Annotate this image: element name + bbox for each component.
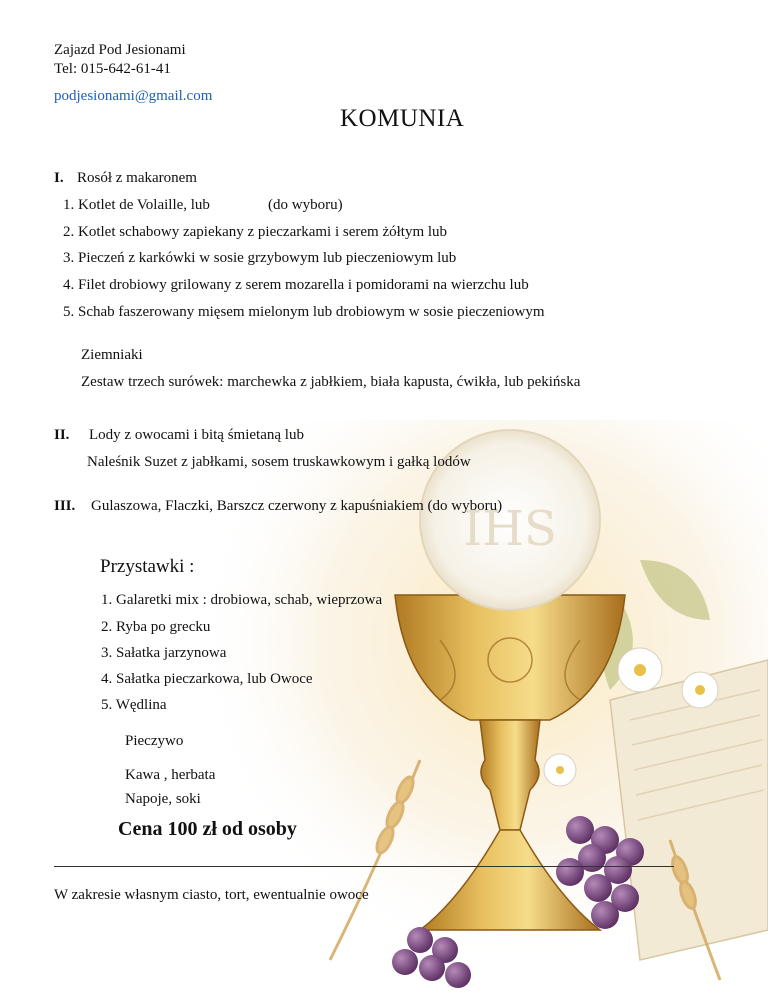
section-1-numeral: I. bbox=[54, 170, 64, 186]
main-course-item: 5. Schab faszerowany mięsem mielonym lub drobiowym w sosie pieczeniowym bbox=[63, 304, 545, 320]
starter-item: 4. Sałatka pieczarkowa, lub Owoce bbox=[101, 671, 313, 687]
section-2-numeral: II. bbox=[54, 427, 70, 443]
extra-item: Kawa , herbata bbox=[125, 767, 216, 783]
section-1-soup: Rosół z makaronem bbox=[77, 170, 197, 186]
extra-item: Pieczywo bbox=[125, 733, 184, 749]
main-course-item: 4. Filet drobiowy grilowany z serem mozarella i pomidorami na wierzchu lub bbox=[63, 277, 529, 293]
dessert-line: Lody z owocami i bitą śmietaną lub bbox=[89, 427, 304, 443]
dessert-line: Naleśnik Suzet z jabłkami, sosem truskawkowym i gałką lodów bbox=[87, 454, 471, 470]
main-course-item: 3. Pieczeń z karkówki w sosie grzybowym lub pieczeniowym lub bbox=[63, 250, 457, 266]
phone-number: Tel: 015-642-61-41 bbox=[54, 61, 171, 77]
page-title: KOMUNIA bbox=[340, 105, 465, 132]
starter-item: 2. Ryba po grecku bbox=[101, 619, 211, 635]
starter-item: 1. Galaretki mix : drobiowa, schab, wieprzowa bbox=[101, 592, 383, 608]
soup-choices: Gulaszowa, Flaczki, Barszcz czerwony z kapuśniakiem (do wyboru) bbox=[91, 498, 503, 514]
divider bbox=[54, 866, 674, 867]
svg-text:IHS: IHS bbox=[463, 501, 557, 557]
footer-note: W zakresie własnym ciasto, tort, ewentualnie owoce bbox=[54, 887, 369, 903]
choice-note: (do wyboru) bbox=[268, 197, 343, 213]
starter-item: 5. Wędlina bbox=[101, 697, 167, 713]
starter-item: 3. Sałatka jarzynowa bbox=[101, 645, 227, 661]
side-dish: Ziemniaki bbox=[81, 347, 143, 363]
section-3-numeral: III. bbox=[54, 498, 76, 514]
side-dish: Zestaw trzech surówek: marchewka z jabłkiem, biała kapusta, ćwikła, lub pekińska bbox=[81, 374, 581, 390]
email-address[interactable]: podjesionami@gmail.com bbox=[54, 88, 213, 104]
extra-item: Napoje, soki bbox=[125, 791, 201, 807]
price: Cena 100 zł od osoby bbox=[118, 818, 297, 840]
starters-heading: Przystawki : bbox=[100, 556, 195, 577]
restaurant-name: Zajazd Pod Jesionami bbox=[54, 42, 186, 58]
main-course-item: 1. Kotlet de Volaille, lub bbox=[63, 197, 210, 213]
main-course-item: 2. Kotlet schabowy zapiekany z pieczarkami i serem żółtym lub bbox=[63, 224, 448, 240]
